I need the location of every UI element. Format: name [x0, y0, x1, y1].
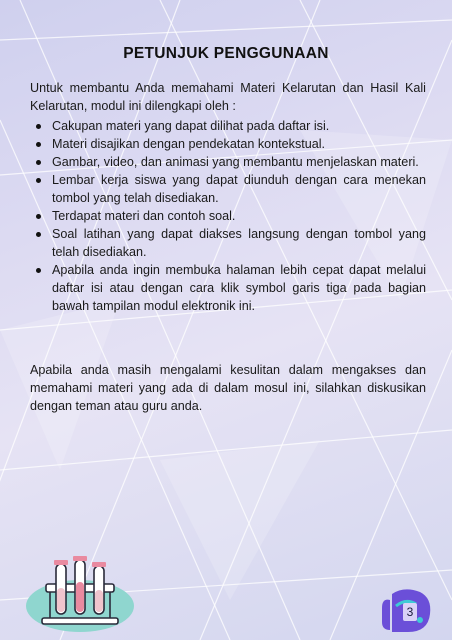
- page-number: 3: [403, 603, 417, 621]
- test-tube-rack-icon: [24, 548, 136, 634]
- bullet-icon: [36, 178, 41, 183]
- list-item: [30, 117, 426, 135]
- list-item: [30, 153, 426, 171]
- list-item-text: Terdapat materi dan contoh soal.: [52, 209, 236, 223]
- bullet-icon: [36, 214, 41, 219]
- list-item: [30, 135, 426, 153]
- bullet-icon: [36, 160, 41, 165]
- bullet-icon: [36, 232, 41, 237]
- intro-paragraph: Untuk membantu Anda memahami Materi Kelarutan dan Hasil Kali Kelarutan, modul ini dilengkapi oleh :: [30, 81, 426, 113]
- bullet-icon: [36, 142, 41, 147]
- list-item-text: Cakupan materi yang dapat dilihat pada daftar isi.: [52, 119, 330, 133]
- bullet-icon: [36, 124, 41, 129]
- list-item: [30, 207, 426, 225]
- list-item-text: Lembar kerja siswa yang dapat diunduh dengan cara menekan tombol yang telah disediakan.: [52, 173, 426, 205]
- list-item: [30, 261, 426, 315]
- bullet-icon: [36, 268, 41, 273]
- feature-list: [30, 117, 426, 315]
- list-item-text: Soal latihan yang dapat diakses langsung dengan tombol yang telah disediakan.: [52, 227, 426, 259]
- list-item: [30, 225, 426, 261]
- list-item: [30, 171, 426, 207]
- list-item-text: Materi disajikan dengan pendekatan kontekstual.: [52, 137, 326, 151]
- closing-paragraph: Apabila anda masih mengalami kesulitan dalam mengakses dan memahami materi yang ada di dalam mosul ini, silahkan diskusikan dengan teman atau guru anda.: [30, 363, 426, 413]
- page-title: PETUNJUK PENGGUNAAN: [123, 45, 329, 62]
- list-item-text: Apabila anda ingin membuka halaman lebih cepat dapat melalui daftar isi atau dengan cara klik symbol garis tiga pada bagian bawah tampilan modul elektronik ini.: [52, 263, 426, 313]
- list-item-text: Gambar, video, dan animasi yang membantu menjelaskan materi.: [52, 155, 419, 169]
